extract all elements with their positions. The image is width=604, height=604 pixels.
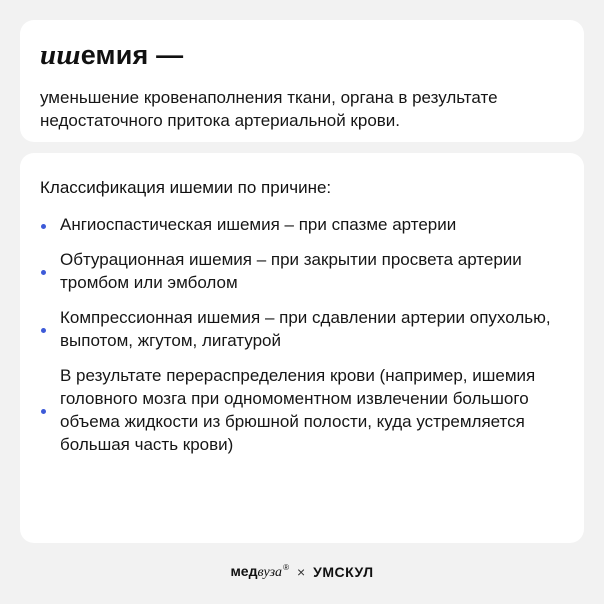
term-title: [40, 38, 564, 72]
list-item: [40, 306, 564, 352]
classification-heading: Классификация ишемии по причине:: [40, 178, 332, 197]
term-title-accent: иш: [40, 39, 81, 71]
term-definition: уменьшение кровенаполнения ткани, органа в результате недостаточного притока артериальной крови.: [40, 88, 498, 130]
footer-brand: [0, 560, 604, 584]
bullet-icon: [41, 270, 46, 275]
medvuza-logo-part1: мед: [230, 563, 258, 579]
cross-icon: ×: [296, 564, 306, 580]
list-item-text: Ангиоспастическая ишемия – при спазме артерии: [60, 215, 457, 234]
list-item-text: Обтурационная ишемия – при закрытии просвета артерии тромбом или эмболом: [60, 250, 522, 292]
classification-card: [20, 153, 584, 543]
list-item: [40, 248, 564, 294]
medvuza-logo-part2: вуза: [257, 565, 283, 580]
registered-mark: ®: [283, 563, 289, 573]
list-item-text: Компрессионная ишемия – при сдавлении артерии опухолью, выпотом, жгутом, лигатурой: [60, 308, 551, 350]
classification-list: [40, 213, 564, 456]
umskul-logo: УМСКУЛ: [313, 564, 374, 580]
list-item: [40, 213, 564, 236]
medvuza-logo: [230, 563, 289, 581]
term-title-rest: емия —: [80, 40, 184, 70]
bullet-icon: [41, 328, 46, 333]
definition-card: [20, 20, 584, 142]
bullet-icon: [41, 409, 46, 414]
bullet-icon: [41, 224, 46, 229]
list-item: [40, 364, 564, 456]
list-item-text: В результате перераспределения крови (например, ишемия головного мозга при одномоментном извлечении большого объема жидкости из брюшной полости, куда устремляется большая часть крови): [60, 366, 536, 454]
